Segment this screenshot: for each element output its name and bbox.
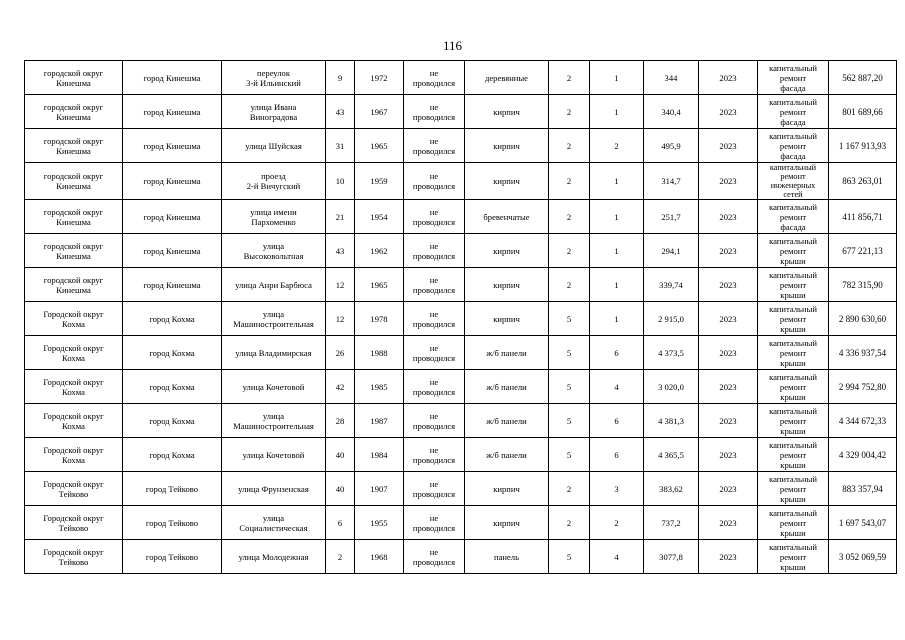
street-cell: улица Анри Барбюса [222,268,326,302]
table-row [25,302,897,336]
repair-year-cell: 2023 [699,336,758,370]
cost-cell: 2 890 630,60 [829,302,897,336]
build-year-cell: 1978 [355,302,404,336]
repair-year-cell: 2023 [699,268,758,302]
table-row [25,506,897,540]
area-cell: 3077,8 [644,540,699,574]
settlement-cell: город Кинешма [123,61,222,95]
municipality-cell: Городской округ Кохма [25,438,123,472]
floors-cell: 5 [549,302,590,336]
entrances-cell: 1 [590,234,644,268]
repair-type-cell: капитальный ремонт фасада [758,129,829,163]
build-year-cell: 1965 [355,129,404,163]
municipality-cell: Городской округ Тейково [25,540,123,574]
entrances-cell: 6 [590,438,644,472]
repair-type-cell: капитальный ремонт крыши [758,472,829,506]
entrances-cell: 2 [590,129,644,163]
table-row [25,268,897,302]
settlement-cell: город Кинешма [123,95,222,129]
table-row [25,540,897,574]
area-cell: 339,74 [644,268,699,302]
settlement-cell: город Кохма [123,370,222,404]
municipality-cell: Городской округ Тейково [25,472,123,506]
area-cell: 251,7 [644,200,699,234]
repair-type-cell: капитальный ремонт фасада [758,95,829,129]
cost-cell: 883 357,94 [829,472,897,506]
last-repair-cell: не проводился [404,268,465,302]
settlement-cell: город Кохма [123,438,222,472]
build-year-cell: 1965 [355,268,404,302]
settlement-cell: город Кохма [123,302,222,336]
repair-type-cell: капитальный ремонт крыши [758,438,829,472]
floors-cell: 5 [549,438,590,472]
house-number-cell: 2 [326,540,355,574]
cost-cell: 411 856,71 [829,200,897,234]
repair-type-cell: капитальный ремонт крыши [758,540,829,574]
municipality-cell: городской округ Кинешма [25,61,123,95]
build-year-cell: 1972 [355,61,404,95]
build-year-cell: 1968 [355,540,404,574]
wall-material-cell: ж/б панели [465,438,549,472]
settlement-cell: город Кинешма [123,268,222,302]
street-cell: улица Владимирская [222,336,326,370]
wall-material-cell: бревенчатые [465,200,549,234]
house-number-cell: 12 [326,302,355,336]
cost-cell: 677 221,13 [829,234,897,268]
area-cell: 344 [644,61,699,95]
street-cell: проезд 2-й Вичугский [222,163,326,200]
last-repair-cell: не проводился [404,472,465,506]
repair-type-cell: капитальный ремонт крыши [758,302,829,336]
repair-year-cell: 2023 [699,540,758,574]
floors-cell: 5 [549,370,590,404]
last-repair-cell: не проводился [404,234,465,268]
build-year-cell: 1907 [355,472,404,506]
repair-type-cell: капитальный ремонт крыши [758,268,829,302]
repair-year-cell: 2023 [699,61,758,95]
repair-year-cell: 2023 [699,200,758,234]
cost-cell: 562 887,20 [829,61,897,95]
wall-material-cell: кирпич [465,472,549,506]
building-repair-table [24,60,897,574]
house-number-cell: 6 [326,506,355,540]
last-repair-cell: не проводился [404,61,465,95]
table-row [25,234,897,268]
street-cell: улица Ивана Виноградова [222,95,326,129]
municipality-cell: Городской округ Кохма [25,370,123,404]
floors-cell: 2 [549,95,590,129]
settlement-cell: город Кохма [123,404,222,438]
street-cell: улица Фрунзенская [222,472,326,506]
repair-year-cell: 2023 [699,472,758,506]
settlement-cell: город Кинешма [123,163,222,200]
area-cell: 495,9 [644,129,699,163]
area-cell: 314,7 [644,163,699,200]
area-cell: 3 020,0 [644,370,699,404]
floors-cell: 2 [549,163,590,200]
cost-cell: 863 263,01 [829,163,897,200]
cost-cell: 4 329 004,42 [829,438,897,472]
repair-year-cell: 2023 [699,163,758,200]
wall-material-cell: панель [465,540,549,574]
municipality-cell: городской округ Кинешма [25,268,123,302]
floors-cell: 2 [549,200,590,234]
settlement-cell: город Тейково [123,472,222,506]
street-cell: улица Машиностроительная [222,404,326,438]
settlement-cell: город Кинешма [123,200,222,234]
entrances-cell: 6 [590,404,644,438]
wall-material-cell: ж/б панели [465,370,549,404]
build-year-cell: 1984 [355,438,404,472]
house-number-cell: 21 [326,200,355,234]
municipality-cell: городской округ Кинешма [25,163,123,200]
entrances-cell: 1 [590,268,644,302]
street-cell: улица Молодежная [222,540,326,574]
repair-type-cell: капитальный ремонт крыши [758,336,829,370]
table-row [25,61,897,95]
repair-type-cell: капитальный ремонт крыши [758,404,829,438]
build-year-cell: 1988 [355,336,404,370]
municipality-cell: городской округ Кинешма [25,129,123,163]
entrances-cell: 4 [590,370,644,404]
street-cell: улица Социалистическая [222,506,326,540]
repair-year-cell: 2023 [699,404,758,438]
floors-cell: 5 [549,540,590,574]
wall-material-cell: кирпич [465,506,549,540]
last-repair-cell: не проводился [404,370,465,404]
house-number-cell: 10 [326,163,355,200]
cost-cell: 3 052 069,59 [829,540,897,574]
municipality-cell: Городской округ Тейково [25,506,123,540]
entrances-cell: 1 [590,61,644,95]
floors-cell: 2 [549,506,590,540]
municipality-cell: городской округ Кинешма [25,95,123,129]
repair-year-cell: 2023 [699,95,758,129]
table-row [25,163,897,200]
street-cell: улица Кочетовой [222,370,326,404]
house-number-cell: 12 [326,268,355,302]
cost-cell: 782 315,90 [829,268,897,302]
repair-type-cell: капитальный ремонт инженерных сетей [758,163,829,200]
settlement-cell: город Кинешма [123,129,222,163]
house-number-cell: 42 [326,370,355,404]
floors-cell: 2 [549,472,590,506]
entrances-cell: 1 [590,302,644,336]
wall-material-cell: деревянные [465,61,549,95]
repair-type-cell: капитальный ремонт фасада [758,200,829,234]
repair-type-cell: капитальный ремонт крыши [758,370,829,404]
house-number-cell: 43 [326,95,355,129]
floors-cell: 5 [549,336,590,370]
table-row [25,200,897,234]
table-row [25,404,897,438]
street-cell: улица Машиностроительная [222,302,326,336]
build-year-cell: 1954 [355,200,404,234]
entrances-cell: 4 [590,540,644,574]
municipality-cell: городской округ Кинешма [25,200,123,234]
street-cell: переулок 3-й Ильинский [222,61,326,95]
street-cell: улица Шуйская [222,129,326,163]
wall-material-cell: кирпич [465,95,549,129]
street-cell: улица Высоковольтная [222,234,326,268]
cost-cell: 1 697 543,07 [829,506,897,540]
cost-cell: 4 336 937,54 [829,336,897,370]
last-repair-cell: не проводился [404,540,465,574]
table-row [25,95,897,129]
area-cell: 340,4 [644,95,699,129]
last-repair-cell: не проводился [404,506,465,540]
table-row [25,370,897,404]
house-number-cell: 26 [326,336,355,370]
wall-material-cell: кирпич [465,268,549,302]
settlement-cell: город Кохма [123,336,222,370]
area-cell: 737,2 [644,506,699,540]
floors-cell: 2 [549,129,590,163]
floors-cell: 2 [549,268,590,302]
house-number-cell: 28 [326,404,355,438]
street-cell: улица имени Пархоменко [222,200,326,234]
build-year-cell: 1955 [355,506,404,540]
repair-year-cell: 2023 [699,438,758,472]
last-repair-cell: не проводился [404,302,465,336]
cost-cell: 1 167 913,93 [829,129,897,163]
area-cell: 4 381,3 [644,404,699,438]
build-year-cell: 1985 [355,370,404,404]
house-number-cell: 9 [326,61,355,95]
house-number-cell: 31 [326,129,355,163]
table-row [25,438,897,472]
settlement-cell: город Тейково [123,506,222,540]
area-cell: 4 373,5 [644,336,699,370]
area-cell: 383,62 [644,472,699,506]
entrances-cell: 2 [590,506,644,540]
municipality-cell: Городской округ Кохма [25,404,123,438]
wall-material-cell: кирпич [465,302,549,336]
table-row [25,336,897,370]
area-cell: 294,1 [644,234,699,268]
last-repair-cell: не проводился [404,95,465,129]
table-row [25,129,897,163]
wall-material-cell: кирпич [465,234,549,268]
wall-material-cell: кирпич [465,163,549,200]
municipality-cell: городской округ Кинешма [25,234,123,268]
house-number-cell: 40 [326,472,355,506]
last-repair-cell: не проводился [404,404,465,438]
cost-cell: 801 689,66 [829,95,897,129]
street-cell: улица Кочетовой [222,438,326,472]
repair-year-cell: 2023 [699,370,758,404]
municipality-cell: Городской округ Кохма [25,302,123,336]
house-number-cell: 43 [326,234,355,268]
build-year-cell: 1987 [355,404,404,438]
entrances-cell: 1 [590,163,644,200]
cost-cell: 2 994 752,80 [829,370,897,404]
floors-cell: 2 [549,61,590,95]
table-row [25,472,897,506]
municipality-cell: Городской округ Кохма [25,336,123,370]
repair-year-cell: 2023 [699,234,758,268]
build-year-cell: 1967 [355,95,404,129]
wall-material-cell: ж/б панели [465,336,549,370]
wall-material-cell: ж/б панели [465,404,549,438]
repair-year-cell: 2023 [699,506,758,540]
house-number-cell: 40 [326,438,355,472]
last-repair-cell: не проводился [404,163,465,200]
wall-material-cell: кирпич [465,129,549,163]
entrances-cell: 3 [590,472,644,506]
floors-cell: 5 [549,404,590,438]
area-cell: 4 365,5 [644,438,699,472]
repair-type-cell: капитальный ремонт крыши [758,234,829,268]
repair-year-cell: 2023 [699,302,758,336]
entrances-cell: 1 [590,95,644,129]
area-cell: 2 915,0 [644,302,699,336]
build-year-cell: 1959 [355,163,404,200]
last-repair-cell: не проводился [404,129,465,163]
repair-type-cell: капитальный ремонт фасада [758,61,829,95]
last-repair-cell: не проводился [404,200,465,234]
last-repair-cell: не проводился [404,336,465,370]
last-repair-cell: не проводился [404,438,465,472]
entrances-cell: 1 [590,200,644,234]
build-year-cell: 1962 [355,234,404,268]
repair-type-cell: капитальный ремонт крыши [758,506,829,540]
page-number: 116 [442,38,463,53]
settlement-cell: город Кинешма [123,234,222,268]
cost-cell: 4 344 672,33 [829,404,897,438]
repair-year-cell: 2023 [699,129,758,163]
entrances-cell: 6 [590,336,644,370]
floors-cell: 2 [549,234,590,268]
settlement-cell: город Тейково [123,540,222,574]
